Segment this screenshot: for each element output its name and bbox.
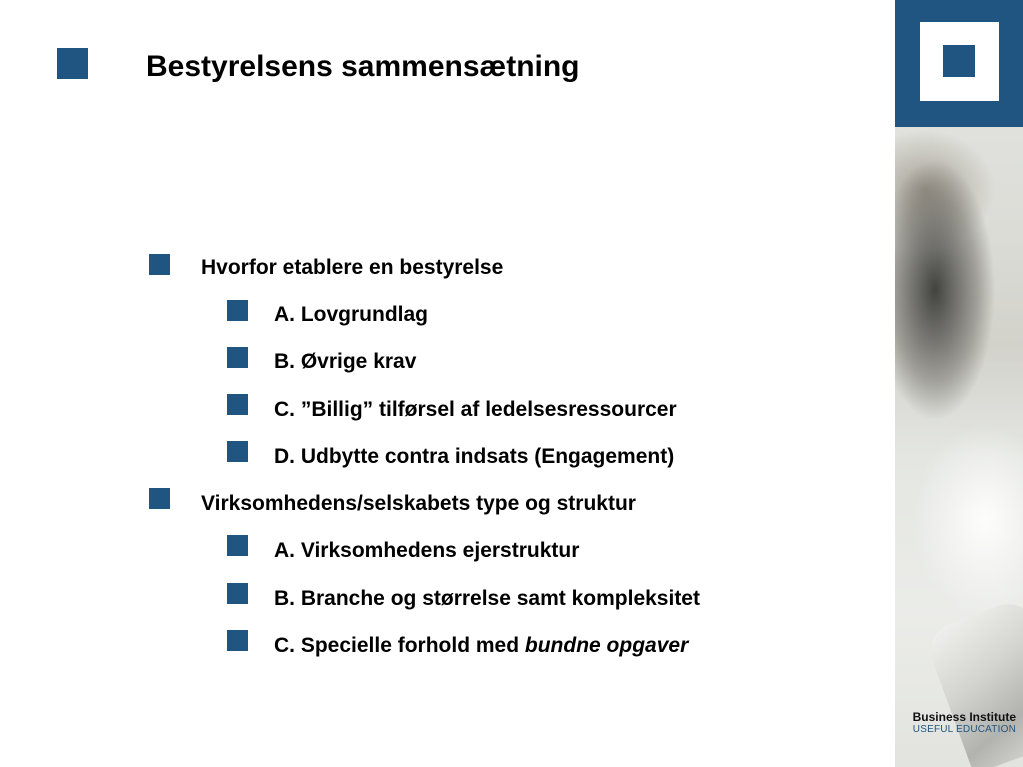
sub-bullet-label: A. Virksomhedens ejerstruktur: [274, 539, 580, 562]
sub-bullet-item: [274, 397, 677, 423]
sub-bullet-item: [274, 633, 688, 659]
sub-bullet-label: C. ”Billig” tilførsel af ledelsesressourcer: [274, 398, 677, 421]
bullet-square: [227, 583, 248, 604]
bullet-item-section-1: [201, 255, 503, 281]
sub-bullet-label-prefix: C. Specielle forhold med: [274, 634, 525, 657]
brand-tagline: USEFUL EDUCATION: [912, 724, 1016, 735]
sub-bullet-label: D. Udbytte contra indsats (Engagement): [274, 445, 675, 468]
sub-bullet-item: [274, 349, 416, 375]
logo-frame: [920, 22, 999, 101]
logo-inner-square: [943, 45, 975, 77]
sub-bullet-item: [274, 302, 428, 328]
slide-title: Bestyrelsens sammensætning: [146, 50, 580, 83]
phone-photo-shape: [923, 596, 1023, 767]
bullet-square: [149, 488, 170, 509]
sub-bullet-label: B. Branche og størrelse samt kompleksitet: [274, 587, 700, 610]
title-bullet-square: [57, 48, 88, 79]
brand-name: Business Institute: [912, 710, 1016, 724]
bullet-square: [149, 254, 170, 275]
logo-square-block: [895, 0, 1023, 127]
bullet-label: Virksomhedens/selskabets type og struktur: [201, 492, 636, 515]
sub-bullet-item: [274, 586, 700, 612]
bullet-square: [227, 535, 248, 556]
sub-bullet-label: A. Lovgrundlag: [274, 303, 428, 326]
bullet-square: [227, 347, 248, 368]
sub-bullet-label: [274, 634, 688, 657]
sub-bullet-label: B. Øvrige krav: [274, 350, 417, 373]
bullet-label: Hvorfor etablere en bestyrelse: [201, 256, 504, 279]
sub-bullet-item: [274, 538, 579, 564]
sub-bullet-label-emphasis: bundne opgaver: [524, 634, 689, 657]
brand-block: [913, 710, 1016, 736]
sub-bullet-item: [274, 444, 674, 470]
bullet-square: [227, 300, 248, 321]
bullet-square: [227, 441, 248, 462]
decorative-photo-panel: [895, 0, 1023, 767]
bullet-item-section-2: [201, 491, 636, 517]
bullet-square: [227, 630, 248, 651]
bullet-square: [227, 394, 248, 415]
